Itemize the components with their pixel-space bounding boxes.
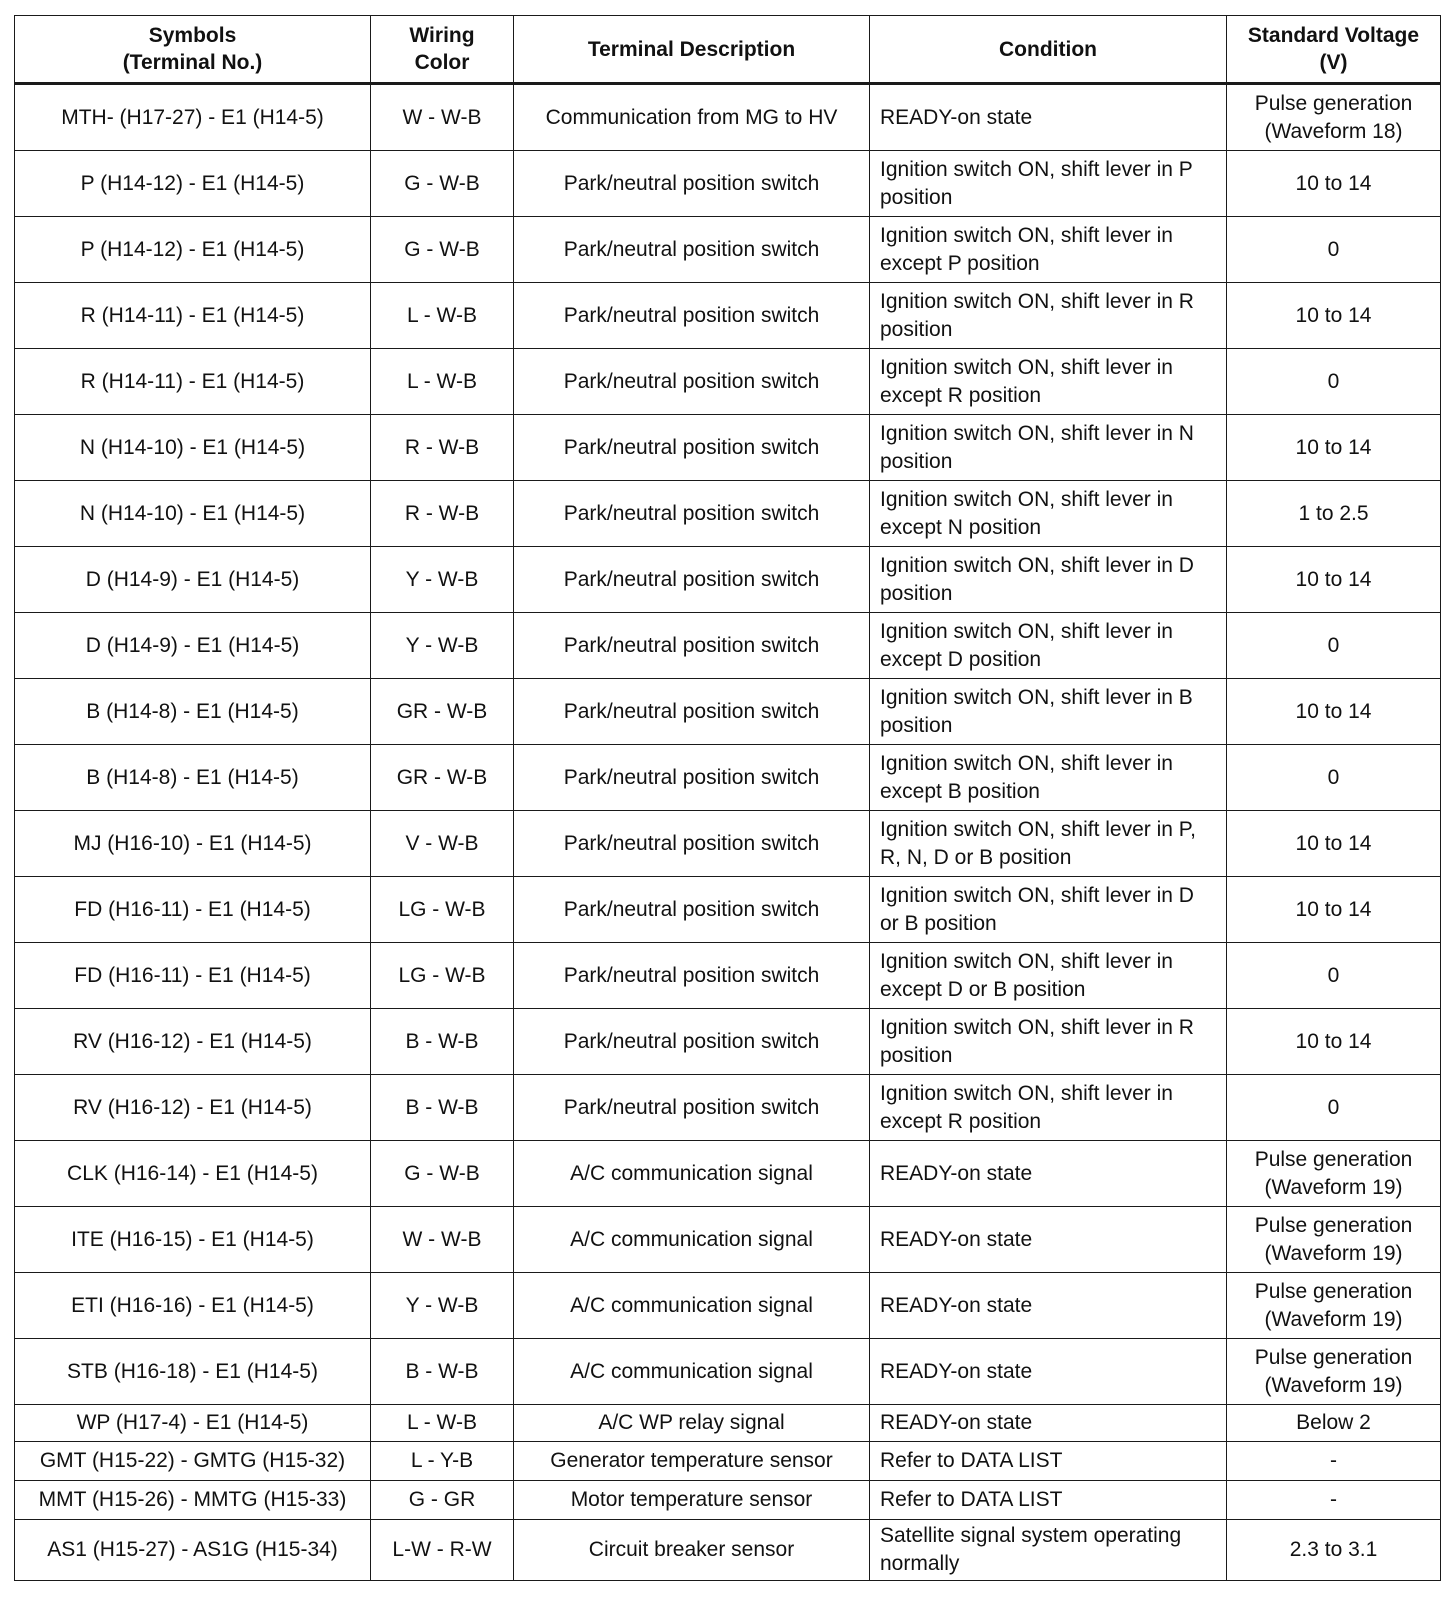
cell-terminal-description: A/C communication signal	[514, 1207, 870, 1273]
table-row	[15, 679, 1441, 745]
cell-standard-voltage	[1227, 217, 1441, 283]
voltage-line: (Waveform 19)	[1264, 1373, 1403, 1397]
condition-line: READY-on state	[880, 105, 1033, 129]
cell-standard-voltage	[1227, 547, 1441, 613]
table-row	[15, 1141, 1441, 1207]
cell-terminal-description: Park/neutral position switch	[514, 1075, 870, 1141]
cell-terminal-description: Park/neutral position switch	[514, 943, 870, 1009]
cell-condition	[870, 217, 1227, 283]
cell-symbols: N (H14-10) - E1 (H14-5)	[15, 481, 371, 547]
cell-standard-voltage	[1227, 1520, 1441, 1581]
cell-standard-voltage	[1227, 415, 1441, 481]
condition-line: Ignition switch ON, shift lever in P,	[880, 817, 1196, 841]
condition-line: READY-on state	[880, 1161, 1033, 1185]
condition-line: Ignition switch ON, shift lever in	[880, 949, 1173, 973]
cell-terminal-description: Motor temperature sensor	[514, 1481, 870, 1520]
cell-wiring-color: B - W-B	[371, 1075, 514, 1141]
cell-symbols: B (H14-8) - E1 (H14-5)	[15, 679, 371, 745]
table-row	[15, 613, 1441, 679]
cell-symbols: ITE (H16-15) - E1 (H14-5)	[15, 1207, 371, 1273]
voltage-line: Pulse generation	[1254, 1147, 1413, 1171]
voltage-line: 0	[1327, 633, 1340, 657]
voltage-line: (Waveform 18)	[1264, 119, 1403, 143]
cell-condition	[870, 877, 1227, 943]
condition-line: except D position	[880, 647, 1042, 671]
table-row	[15, 1520, 1441, 1581]
cell-standard-voltage	[1227, 1442, 1441, 1481]
cell-symbols: P (H14-12) - E1 (H14-5)	[15, 151, 371, 217]
cell-condition	[870, 613, 1227, 679]
cell-wiring-color: R - W-B	[371, 415, 514, 481]
cell-terminal-description: A/C communication signal	[514, 1141, 870, 1207]
cell-terminal-description: Park/neutral position switch	[514, 415, 870, 481]
voltage-line: -	[1330, 1449, 1337, 1472]
cell-symbols: MTH- (H17-27) - E1 (H14-5)	[15, 84, 371, 151]
cell-standard-voltage	[1227, 745, 1441, 811]
voltage-line: 0	[1327, 369, 1340, 393]
cell-symbols: N (H14-10) - E1 (H14-5)	[15, 415, 371, 481]
condition-line: R, N, D or B position	[880, 845, 1072, 869]
cell-standard-voltage	[1227, 679, 1441, 745]
cell-wiring-color: L-W - R-W	[371, 1520, 514, 1581]
cell-condition	[870, 1273, 1227, 1339]
table-row	[15, 1009, 1441, 1075]
condition-line: Ignition switch ON, shift lever in P	[880, 157, 1193, 181]
cell-condition	[870, 283, 1227, 349]
table-row	[15, 877, 1441, 943]
condition-line: position	[880, 713, 953, 737]
cell-condition	[870, 1339, 1227, 1405]
cell-terminal-description: A/C communication signal	[514, 1339, 870, 1405]
voltage-line: 0	[1327, 1095, 1340, 1119]
cell-wiring-color: B - W-B	[371, 1009, 514, 1075]
condition-line: Satellite signal system operating	[880, 1524, 1182, 1547]
cell-condition	[870, 349, 1227, 415]
cell-condition	[870, 1141, 1227, 1207]
cell-condition	[870, 943, 1227, 1009]
condition-line: Ignition switch ON, shift lever in	[880, 487, 1173, 511]
condition-line: position	[880, 1043, 953, 1067]
voltage-line: 1 to 2.5	[1298, 501, 1369, 525]
cell-condition	[870, 745, 1227, 811]
cell-symbols: RV (H16-12) - E1 (H14-5)	[15, 1075, 371, 1141]
cell-terminal-description: Park/neutral position switch	[514, 547, 870, 613]
cell-terminal-description: Park/neutral position switch	[514, 877, 870, 943]
condition-line: normally	[880, 1552, 960, 1575]
cell-condition	[870, 415, 1227, 481]
condition-line: Ignition switch ON, shift lever in	[880, 751, 1173, 775]
voltage-line: Pulse generation	[1254, 91, 1413, 115]
header-symbols: Symbols (Terminal No.)	[15, 16, 371, 84]
cell-terminal-description: A/C communication signal	[514, 1273, 870, 1339]
cell-wiring-color: R - W-B	[371, 481, 514, 547]
table-row	[15, 217, 1441, 283]
cell-wiring-color: W - W-B	[371, 1207, 514, 1273]
cell-condition	[870, 1207, 1227, 1273]
cell-standard-voltage	[1227, 1273, 1441, 1339]
cell-condition	[870, 1442, 1227, 1481]
cell-terminal-description: Park/neutral position switch	[514, 613, 870, 679]
cell-standard-voltage	[1227, 1009, 1441, 1075]
cell-wiring-color: G - W-B	[371, 151, 514, 217]
table-row	[15, 1442, 1441, 1481]
condition-line: position	[880, 581, 953, 605]
cell-standard-voltage	[1227, 1075, 1441, 1141]
cell-symbols: B (H14-8) - E1 (H14-5)	[15, 745, 371, 811]
cell-condition	[870, 1405, 1227, 1442]
cell-symbols: D (H14-9) - E1 (H14-5)	[15, 613, 371, 679]
cell-symbols: R (H14-11) - E1 (H14-5)	[15, 283, 371, 349]
header-wiring-color: Wiring Color	[371, 16, 514, 84]
cell-standard-voltage	[1227, 811, 1441, 877]
condition-line: except D or B position	[880, 977, 1086, 1001]
cell-terminal-description: Park/neutral position switch	[514, 745, 870, 811]
condition-line: READY-on state	[880, 1293, 1033, 1317]
table-row	[15, 1207, 1441, 1273]
voltage-line: 10 to 14	[1295, 897, 1372, 921]
cell-terminal-description: Generator temperature sensor	[514, 1442, 870, 1481]
voltage-line: 10 to 14	[1295, 831, 1372, 855]
cell-wiring-color: B - W-B	[371, 1339, 514, 1405]
cell-wiring-color: LG - W-B	[371, 877, 514, 943]
table-row	[15, 283, 1441, 349]
condition-line: Ignition switch ON, shift lever in R	[880, 289, 1194, 313]
table-row	[15, 84, 1441, 151]
cell-terminal-description: Communication from MG to HV	[514, 84, 870, 151]
condition-line: Ignition switch ON, shift lever in D	[880, 553, 1194, 577]
voltage-line: Below 2	[1296, 1411, 1371, 1434]
condition-line: except B position	[880, 779, 1040, 803]
cell-standard-voltage	[1227, 877, 1441, 943]
condition-line: position	[880, 185, 953, 209]
cell-symbols: R (H14-11) - E1 (H14-5)	[15, 349, 371, 415]
cell-symbols: P (H14-12) - E1 (H14-5)	[15, 217, 371, 283]
condition-line: except N position	[880, 515, 1042, 539]
table-row	[15, 547, 1441, 613]
condition-line: Ignition switch ON, shift lever in	[880, 355, 1173, 379]
voltage-line: 10 to 14	[1295, 435, 1372, 459]
cell-symbols: D (H14-9) - E1 (H14-5)	[15, 547, 371, 613]
header-terminal-description: Terminal Description	[514, 16, 870, 84]
condition-line: READY-on state	[880, 1411, 1033, 1434]
table-row	[15, 745, 1441, 811]
cell-standard-voltage	[1227, 283, 1441, 349]
cell-wiring-color: LG - W-B	[371, 943, 514, 1009]
cell-standard-voltage	[1227, 613, 1441, 679]
condition-line: position	[880, 317, 953, 341]
cell-terminal-description: Park/neutral position switch	[514, 679, 870, 745]
condition-line: or B position	[880, 911, 997, 935]
condition-line: READY-on state	[880, 1227, 1033, 1251]
table-row	[15, 349, 1441, 415]
condition-line: Refer to DATA LIST	[880, 1488, 1063, 1511]
cell-symbols: AS1 (H15-27) - AS1G (H15-34)	[15, 1520, 371, 1581]
voltage-line: 0	[1327, 237, 1340, 261]
voltage-line: 10 to 14	[1295, 567, 1372, 591]
cell-standard-voltage	[1227, 84, 1441, 151]
table-row	[15, 481, 1441, 547]
cell-standard-voltage	[1227, 1339, 1441, 1405]
cell-wiring-color: L - Y-B	[371, 1442, 514, 1481]
condition-line: Ignition switch ON, shift lever in	[880, 1081, 1173, 1105]
condition-line: Ignition switch ON, shift lever in D	[880, 883, 1194, 907]
cell-terminal-description: Park/neutral position switch	[514, 1009, 870, 1075]
cell-terminal-description: Park/neutral position switch	[514, 811, 870, 877]
cell-wiring-color: W - W-B	[371, 84, 514, 151]
cell-standard-voltage	[1227, 1481, 1441, 1520]
table-row	[15, 943, 1441, 1009]
cell-condition	[870, 547, 1227, 613]
cell-wiring-color: L - W-B	[371, 349, 514, 415]
condition-line: Ignition switch ON, shift lever in B	[880, 685, 1193, 709]
cell-symbols: MMT (H15-26) - MMTG (H15-33)	[15, 1481, 371, 1520]
cell-condition	[870, 1520, 1227, 1581]
table-header-row	[15, 16, 1441, 84]
cell-wiring-color: Y - W-B	[371, 547, 514, 613]
terminal-voltage-table	[14, 15, 1441, 1581]
cell-condition	[870, 84, 1227, 151]
cell-symbols: FD (H16-11) - E1 (H14-5)	[15, 943, 371, 1009]
cell-terminal-description: Park/neutral position switch	[514, 481, 870, 547]
voltage-line: (Waveform 19)	[1264, 1241, 1403, 1265]
table-row	[15, 1273, 1441, 1339]
cell-wiring-color: Y - W-B	[371, 613, 514, 679]
cell-symbols: RV (H16-12) - E1 (H14-5)	[15, 1009, 371, 1075]
cell-condition	[870, 1075, 1227, 1141]
cell-wiring-color: GR - W-B	[371, 745, 514, 811]
table-body	[15, 84, 1441, 1581]
cell-condition	[870, 1481, 1227, 1520]
cell-standard-voltage	[1227, 943, 1441, 1009]
cell-wiring-color: Y - W-B	[371, 1273, 514, 1339]
condition-line: except R position	[880, 383, 1042, 407]
cell-condition	[870, 151, 1227, 217]
cell-condition	[870, 679, 1227, 745]
cell-symbols: MJ (H16-10) - E1 (H14-5)	[15, 811, 371, 877]
table-row	[15, 811, 1441, 877]
voltage-line: 10 to 14	[1295, 171, 1372, 195]
cell-wiring-color: GR - W-B	[371, 679, 514, 745]
voltage-line: Pulse generation	[1254, 1213, 1413, 1237]
table-row	[15, 1481, 1441, 1520]
condition-line: position	[880, 449, 953, 473]
cell-terminal-description: Park/neutral position switch	[514, 283, 870, 349]
cell-standard-voltage	[1227, 1207, 1441, 1273]
voltage-line: 2.3 to 3.1	[1289, 1538, 1378, 1561]
cell-symbols: CLK (H16-14) - E1 (H14-5)	[15, 1141, 371, 1207]
cell-terminal-description: Park/neutral position switch	[514, 151, 870, 217]
condition-line: READY-on state	[880, 1359, 1033, 1383]
cell-condition	[870, 481, 1227, 547]
voltage-line: -	[1330, 1488, 1337, 1511]
cell-symbols: GMT (H15-22) - GMTG (H15-32)	[15, 1442, 371, 1481]
cell-wiring-color: G - W-B	[371, 1141, 514, 1207]
voltage-line: 10 to 14	[1295, 1029, 1372, 1053]
cell-condition	[870, 1009, 1227, 1075]
voltage-line: Pulse generation	[1254, 1279, 1413, 1303]
condition-line: Ignition switch ON, shift lever in R	[880, 1015, 1194, 1039]
cell-wiring-color: L - W-B	[371, 283, 514, 349]
cell-standard-voltage	[1227, 1141, 1441, 1207]
table-row	[15, 415, 1441, 481]
condition-line: Refer to DATA LIST	[880, 1449, 1063, 1472]
cell-terminal-description: Park/neutral position switch	[514, 349, 870, 415]
condition-line: except P position	[880, 251, 1040, 275]
cell-symbols: WP (H17-4) - E1 (H14-5)	[15, 1405, 371, 1442]
voltage-line: (Waveform 19)	[1264, 1307, 1403, 1331]
cell-wiring-color: G - W-B	[371, 217, 514, 283]
table-row	[15, 151, 1441, 217]
condition-line: except R position	[880, 1109, 1042, 1133]
cell-symbols: STB (H16-18) - E1 (H14-5)	[15, 1339, 371, 1405]
cell-wiring-color: L - W-B	[371, 1405, 514, 1442]
cell-standard-voltage	[1227, 1405, 1441, 1442]
condition-line: Ignition switch ON, shift lever in	[880, 223, 1173, 247]
voltage-line: 10 to 14	[1295, 303, 1372, 327]
header-condition: Condition	[870, 16, 1227, 84]
voltage-line: Pulse generation	[1254, 1345, 1413, 1369]
cell-terminal-description: A/C WP relay signal	[514, 1405, 870, 1442]
table-row	[15, 1075, 1441, 1141]
cell-standard-voltage	[1227, 481, 1441, 547]
cell-symbols: FD (H16-11) - E1 (H14-5)	[15, 877, 371, 943]
table-row	[15, 1339, 1441, 1405]
condition-line: Ignition switch ON, shift lever in N	[880, 421, 1194, 445]
condition-line: Ignition switch ON, shift lever in	[880, 619, 1173, 643]
cell-condition	[870, 811, 1227, 877]
voltage-line: 10 to 14	[1295, 699, 1372, 723]
cell-standard-voltage	[1227, 349, 1441, 415]
cell-symbols: ETI (H16-16) - E1 (H14-5)	[15, 1273, 371, 1339]
voltage-line: 0	[1327, 963, 1340, 987]
cell-terminal-description: Circuit breaker sensor	[514, 1520, 870, 1581]
voltage-line: 0	[1327, 765, 1340, 789]
cell-standard-voltage	[1227, 151, 1441, 217]
cell-wiring-color: V - W-B	[371, 811, 514, 877]
cell-wiring-color: G - GR	[371, 1481, 514, 1520]
table-row	[15, 1405, 1441, 1442]
header-standard-voltage: Standard Voltage (V)	[1227, 16, 1441, 84]
voltage-line: (Waveform 19)	[1264, 1175, 1403, 1199]
cell-terminal-description: Park/neutral position switch	[514, 217, 870, 283]
